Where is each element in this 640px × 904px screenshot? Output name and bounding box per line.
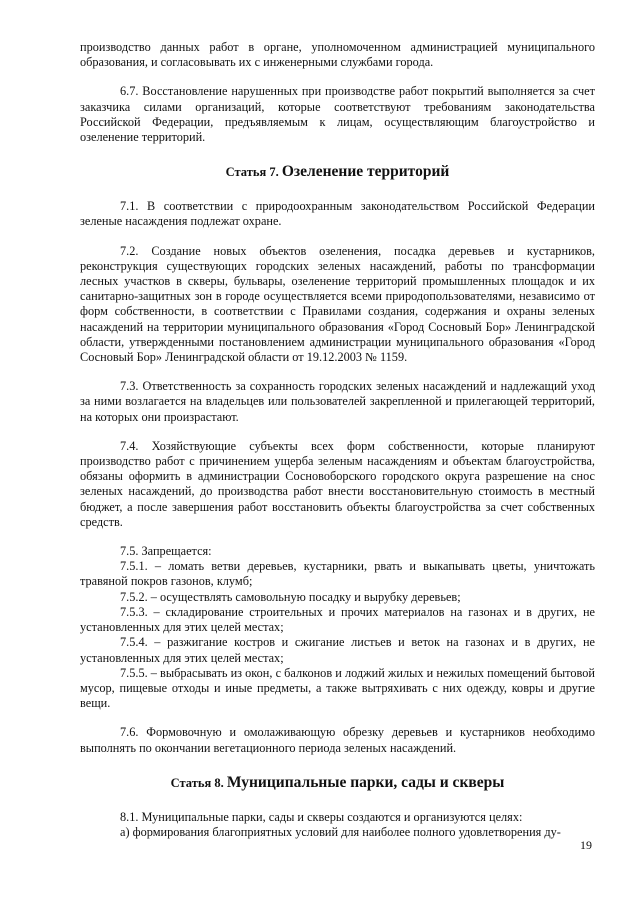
paragraph-7-2: 7.2. Создание новых объектов озеленения, посадка деревьев и кустарников, реконструкция существующих городских зеленых насаждений, работы по трансформации лесных участков в скверы, бульвары, озеленение территорий промышленных площадок и их санитарно-защитных зон в городе осуществляется всеми природопользователями, независимо от форм собственности, в соответствии с Правилами создания, содержания и охраны зеленых насаждений на территории муниципального образования «Город Сосновый Бор» Ленинградской области, утвержденными постановлением администрации муниципального образования «Город Сосновый Бор» Ленинградской области от 19.12.2003 № 1159.: [80, 243, 595, 365]
article-8-title: Муниципальные парки, сады и скверы: [226, 773, 505, 791]
paragraph-7-5-2: 7.5.2. – осуществлять самовольную посадку и вырубку деревьев;: [120, 589, 461, 604]
article-8-heading: [80, 774, 595, 792]
paragraph-8-1: 8.1. Муниципальные парки, сады и скверы создаются и организуются целях:: [120, 809, 523, 824]
paragraph-7-5-4: 7.5.4. – разжигание костров и сжигание листьев и веток на газонах и в других, не установленных для этих целей местах;: [80, 635, 595, 665]
paragraph-7-3: 7.3. Ответственность за сохранность городских зеленых насаждений и надлежащий уход за ними возлагается на владельцев или пользователей закрепленной и прилегающей территорий, на которых они произрастают.: [80, 379, 595, 424]
intro-continuation-paragraph: производство данных работ в органе, уполномоченном администрацией муниципального образования, и согласовывать их с инженерными службами города.: [80, 40, 595, 70]
paragraph-7-6: 7.6. Формовочную и омолаживающую обрезку деревьев и кустарников необходимо выполнять по окончании вегетационного периода зеленых насаждений.: [80, 725, 595, 755]
paragraph-7-1: 7.1. В соответствии с природоохранным законодательством Российской Федерации зеленые насаждения подлежат охране.: [80, 199, 595, 229]
article-7-heading: [80, 163, 595, 181]
paragraph-7-4: 7.4. Хозяйствующие субъекты всех форм собственности, которые планируют производство работ с причинением ущерба зеленым насаждениям и объектам благоустройства, обязаны оформить в администрации Сосновоборского городского округа разрешение на снос зеленых насаждений, до производства работ внести восстановительную стоимость в местный бюджет, а после завершения работ восстановить объекты благоустройства за счет собственных средств.: [80, 438, 595, 529]
document-page: [80, 40, 595, 840]
paragraph-7-5-3: 7.5.3. – складирование строительных и прочих материалов на газонах и в других, не установленных для этих целей местах;: [80, 604, 595, 635]
article-7-title: Озеленение территорий: [281, 163, 450, 181]
paragraph-7-5-5: 7.5.5. – выбрасывать из окон, с балконов и лоджий жилых и нежилых помещений бытовой мусор, пищевые отходы и иные предметы, а также вытряхивать с них одежду, ковры и другие вещи.: [80, 665, 595, 711]
page-number: 19: [580, 838, 592, 852]
paragraph-8-1-a: а) формирования благоприятных условий для наиболее полного удовлетворения ду-: [120, 824, 561, 839]
article-7-prefix: Статья 7.: [225, 165, 279, 180]
paragraph-6-7: 6.7. Восстановление нарушенных при производстве работ покрытий выполняется за счет заказчика силами организаций, которые соответствуют требованиям законодательства Российской Федерации, предъявляемым к лицам, осуществляющим благоустройство и озеленение территорий.: [80, 84, 595, 145]
paragraph-7-5: 7.5. Запрещается:: [120, 544, 212, 559]
paragraph-7-5-1: 7.5.1. – ломать ветви деревьев, кустарники, рвать и выкапывать цветы, уничтожать травяной покров газонов, клумб;: [80, 559, 595, 589]
article-8-prefix: Статья 8.: [170, 775, 224, 790]
